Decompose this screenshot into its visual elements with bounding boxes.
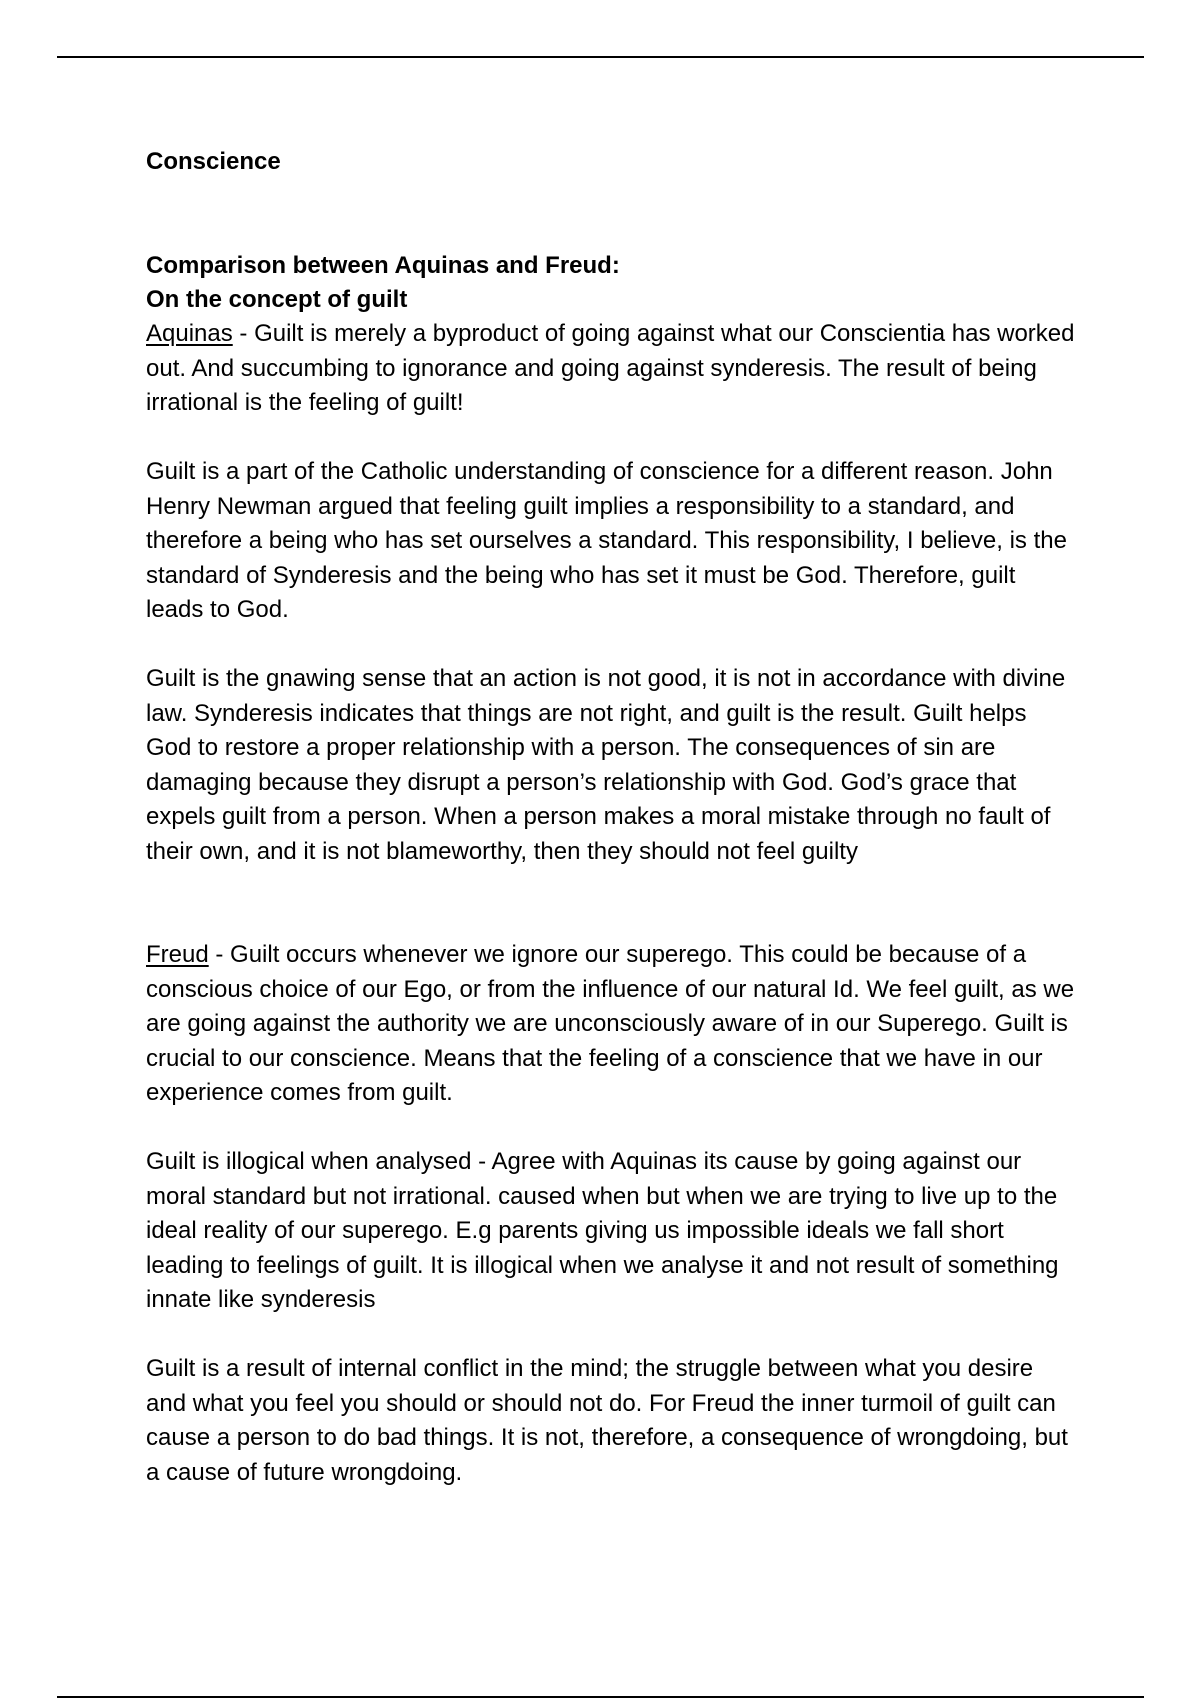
top-rule (57, 56, 1144, 58)
freud-paragraph-1 (146, 938, 1076, 1111)
freud-intro-text: - Guilt occurs whenever we ignore our superego. This could be because of a conscious choice of our Ego, or from the influence of our natural Id. We feel guilt, as we are going against the authority we are unconsciously aware of in our Superego. Guilt is crucial to our conscience. Means that the feeling of a conscience that we have in our experience comes from guilt. (146, 941, 1075, 1106)
freud-paragraph-2: Guilt is illogical when analysed - Agree with Aquinas its cause by going against our moral standard but not irrational. caused when but when we are trying to live up to the ideal reality of our superego. E.g parents giving us impossible ideals we fall short leading to feelings of guilt. It is illogical when we analyse it and not result of something innate like synderesis (146, 1148, 1059, 1313)
aquinas-intro-text: - Guilt is merely a byproduct of going against what our Conscientia has worked out. And succumbing to ignorance and going against synderesis. The result of being irrational is the feeling of guilt! (146, 320, 1075, 416)
section-heading-line1: Comparison between Aquinas and Freud: (146, 252, 620, 279)
section-heading (146, 249, 1076, 317)
bottom-rule (57, 1696, 1144, 1698)
freud-paragraph-3: Guilt is a result of internal conflict in the mind; the struggle between what you desire and what you feel you should or should not do. For Freud the inner turmoil of guilt can cause a person to do bad things. It is not, therefore, a consequence of wrongdoing, but a cause of future wrongdoing. (146, 1355, 1068, 1486)
aquinas-label: Aquinas (146, 320, 233, 347)
section-heading-line2: On the concept of guilt (146, 286, 408, 313)
aquinas-paragraph-2: Guilt is a part of the Catholic understanding of conscience for a different reason. John Henry Newman argued that feeling guilt implies a responsibility to a standard, and therefore a being who has set ourselves a standard. This responsibility, I believe, is the standard of Synderesis and the being who has set it must be God. Therefore, guilt leads to God. (146, 458, 1067, 623)
document-body (146, 145, 1076, 1490)
aquinas-paragraph-3: Guilt is the gnawing sense that an action is not good, it is not in accordance with divine law. Synderesis indicates that things are not right, and guilt is the result. Guilt helps God to restore a proper relationship with a person. The consequences of sin are damaging because they disrupt a person’s relationship with God. God’s grace that expels guilt from a person. When a person makes a moral mistake through no fault of their own, and it is not blameworthy, then they should not feel guilty (146, 665, 1066, 865)
document-title: Conscience (146, 148, 281, 175)
freud-label: Freud (146, 941, 209, 968)
aquinas-paragraph-1 (146, 317, 1076, 421)
